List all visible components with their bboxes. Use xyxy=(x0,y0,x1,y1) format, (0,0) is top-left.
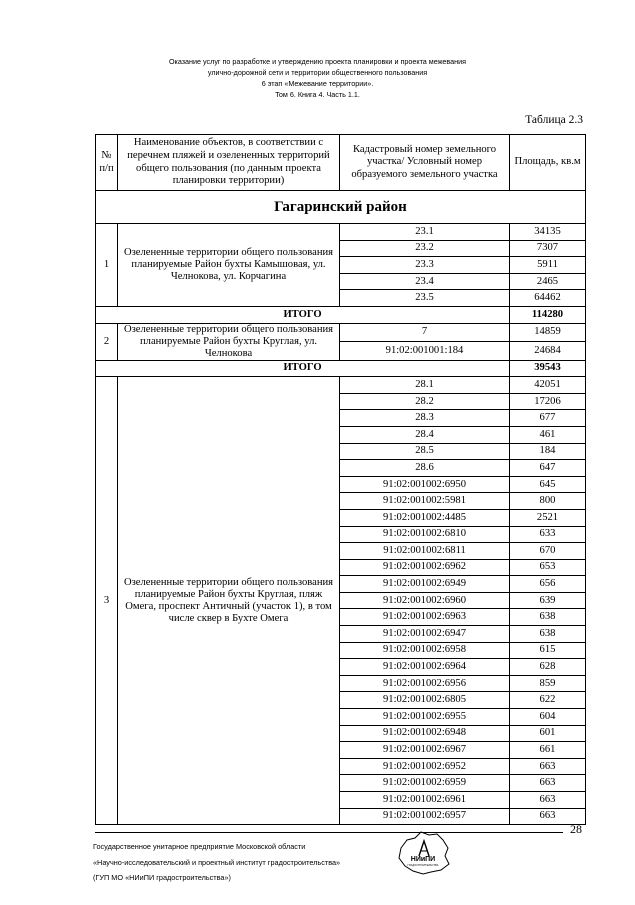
cadastre-cell: 23.5 xyxy=(340,290,510,307)
area-cell: 663 xyxy=(510,792,586,809)
footer-divider xyxy=(95,832,563,833)
total-value: 39543 xyxy=(510,360,586,377)
land-plots-table xyxy=(95,134,586,825)
area-cell: 7307 xyxy=(510,240,586,257)
area-cell: 24684 xyxy=(510,342,586,361)
area-cell: 647 xyxy=(510,460,586,477)
area-cell: 639 xyxy=(510,592,586,609)
cadastre-cell: 91:02:001002:6952 xyxy=(340,758,510,775)
footer-line: (ГУП МО «НИиПИ градостроительства») xyxy=(93,873,231,882)
cadastre-cell: 91:02:001002:6964 xyxy=(340,659,510,676)
header-line: 6 этап «Межевание территории». xyxy=(261,79,374,88)
cadastre-cell: 28.5 xyxy=(340,443,510,460)
logo-subtext: ГРАДОСТРОИТЕЛЬСТВА xyxy=(407,864,439,867)
total-row xyxy=(96,306,586,323)
cadastre-cell: 23.3 xyxy=(340,257,510,274)
area-cell: 663 xyxy=(510,775,586,792)
area-cell: 653 xyxy=(510,559,586,576)
cadastre-cell: 91:02:001002:6967 xyxy=(340,742,510,759)
area-cell: 661 xyxy=(510,742,586,759)
col-header-area: Площадь, кв.м xyxy=(510,135,586,191)
area-cell: 64462 xyxy=(510,290,586,307)
area-cell: 34135 xyxy=(510,224,586,241)
area-cell: 663 xyxy=(510,758,586,775)
area-cell: 645 xyxy=(510,476,586,493)
cadastre-cell: 23.2 xyxy=(340,240,510,257)
area-cell: 638 xyxy=(510,626,586,643)
total-row xyxy=(96,360,586,377)
table-label: Таблица 2.3 xyxy=(525,114,583,126)
row-num-cell: 1 xyxy=(96,224,118,307)
total-label: ИТОГО xyxy=(96,360,510,377)
footer-line: Государственное унитарное предприятие Московской области xyxy=(93,842,306,851)
institute-logo-icon xyxy=(393,826,453,878)
cadastre-cell: 91:02:001002:6958 xyxy=(340,642,510,659)
document-header xyxy=(0,56,635,100)
area-cell: 2465 xyxy=(510,273,586,290)
cadastre-cell: 23.1 xyxy=(340,224,510,241)
cadastre-cell: 23.4 xyxy=(340,273,510,290)
area-cell: 601 xyxy=(510,725,586,742)
area-cell: 670 xyxy=(510,543,586,560)
col-header-name: Наименование объектов, в соответствии с перечнем пляжей и озелененных территорий общего пользования (по данным проекта планировки территории) xyxy=(118,135,340,191)
object-name-cell: Озелененные территории общего пользования планируемые Район бухты Круглая, ул. Челнокова xyxy=(118,323,340,360)
area-cell: 859 xyxy=(510,675,586,692)
cadastre-cell: 91:02:001002:6963 xyxy=(340,609,510,626)
cadastre-cell: 91:02:001002:6948 xyxy=(340,725,510,742)
footer-line: «Научно-исследовательский и проектный институт градостроительства» xyxy=(93,857,341,867)
area-cell: 628 xyxy=(510,659,586,676)
cadastre-cell: 28.2 xyxy=(340,393,510,410)
cadastre-cell: 91:02:001002:6957 xyxy=(340,808,510,825)
region-title: Гагаринский район xyxy=(96,191,586,224)
area-cell: 42051 xyxy=(510,377,586,394)
region-row xyxy=(96,191,586,224)
area-cell: 184 xyxy=(510,443,586,460)
area-cell: 17206 xyxy=(510,393,586,410)
cadastre-cell: 28.1 xyxy=(340,377,510,394)
col-header-cadastre: Кадастровый номер земельного участка/ Условный номер образуемого земельного участка xyxy=(340,135,510,191)
header-line: улично-дорожной сети и территории общественного пользования xyxy=(207,68,428,77)
cadastre-cell: 28.4 xyxy=(340,426,510,443)
cadastre-cell: 91:02:001002:6961 xyxy=(340,792,510,809)
row-num-cell: 2 xyxy=(96,323,118,360)
logo-text: НИиПИ xyxy=(410,856,436,863)
cadastre-cell: 91:02:001001:184 xyxy=(340,342,510,361)
cadastre-cell: 91:02:001002:6811 xyxy=(340,543,510,560)
area-cell: 604 xyxy=(510,709,586,726)
cadastre-cell: 91:02:001002:6950 xyxy=(340,476,510,493)
cadastre-cell: 91:02:001002:6947 xyxy=(340,626,510,643)
table-header-row xyxy=(96,135,586,191)
area-cell: 615 xyxy=(510,642,586,659)
row-num-cell: 3 xyxy=(96,377,118,825)
area-cell: 638 xyxy=(510,609,586,626)
object-name-cell: Озелененные территории общего пользования планируемые Район бухты Круглая, пляж Омега, проспект Античный (участок 1), в том числе сквер в Бухте Омега xyxy=(118,377,340,825)
total-label: ИТОГО xyxy=(96,306,510,323)
area-cell: 800 xyxy=(510,493,586,510)
area-cell: 461 xyxy=(510,426,586,443)
cadastre-cell: 91:02:001002:6955 xyxy=(340,709,510,726)
area-cell: 2521 xyxy=(510,509,586,526)
table-row xyxy=(96,224,586,241)
area-cell: 663 xyxy=(510,808,586,825)
header-line: Том 6. Книга 4. Часть 1.1. xyxy=(275,90,360,99)
cadastre-cell: 91:02:001002:6949 xyxy=(340,576,510,593)
page-number: 28 xyxy=(570,822,582,836)
footer xyxy=(93,839,340,886)
cadastre-cell: 91:02:001002:5981 xyxy=(340,493,510,510)
cadastre-cell: 7 xyxy=(340,323,510,342)
object-name-cell: Озелененные территории общего пользования планируемые Район бухты Камышовая, ул. Челнокова, ул. Корчагина xyxy=(118,224,340,307)
area-cell: 633 xyxy=(510,526,586,543)
cadastre-cell: 91:02:001002:6956 xyxy=(340,675,510,692)
cadastre-cell: 91:02:001002:6959 xyxy=(340,775,510,792)
cadastre-cell: 28.6 xyxy=(340,460,510,477)
header-line: Оказание услуг по разработке и утверждению проекта планировки и проекта межевания xyxy=(168,57,467,66)
cadastre-cell: 28.3 xyxy=(340,410,510,427)
area-cell: 656 xyxy=(510,576,586,593)
cadastre-cell: 91:02:001002:6960 xyxy=(340,592,510,609)
area-cell: 677 xyxy=(510,410,586,427)
cadastre-cell: 91:02:001002:6810 xyxy=(340,526,510,543)
area-cell: 622 xyxy=(510,692,586,709)
total-value: 114280 xyxy=(510,306,586,323)
cadastre-cell: 91:02:001002:6962 xyxy=(340,559,510,576)
area-cell: 5911 xyxy=(510,257,586,274)
cadastre-cell: 91:02:001002:6805 xyxy=(340,692,510,709)
cadastre-cell: 91:02:001002:4485 xyxy=(340,509,510,526)
table-row xyxy=(96,377,586,394)
col-header-num: № п/п xyxy=(96,135,118,191)
area-cell: 14859 xyxy=(510,323,586,342)
table-row xyxy=(96,323,586,342)
